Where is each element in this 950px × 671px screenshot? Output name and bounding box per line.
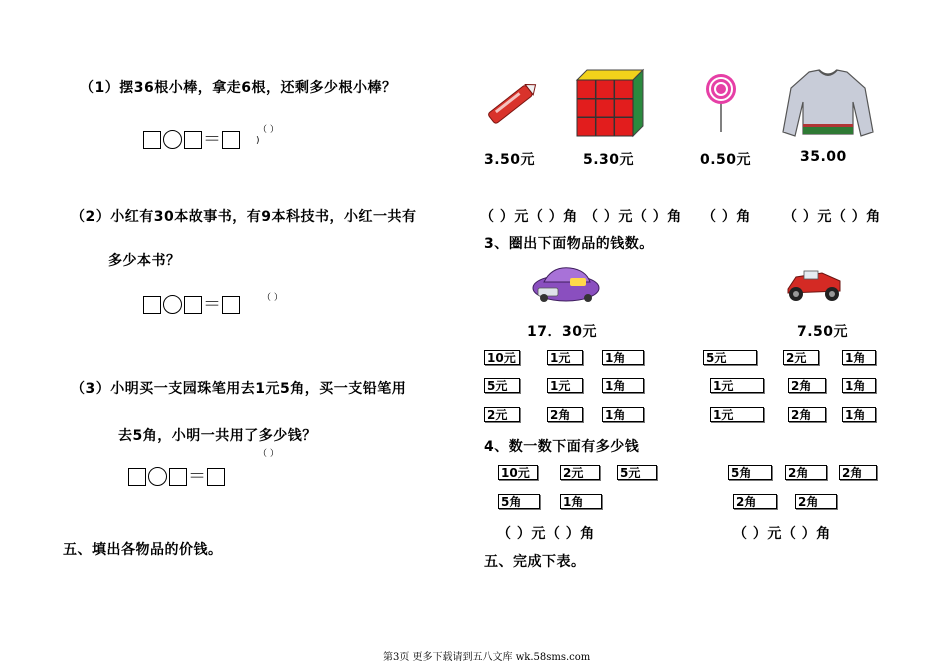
count-box: 5角 xyxy=(498,494,540,509)
money-box[interactable]: 1元 xyxy=(710,407,764,422)
answer-box[interactable] xyxy=(184,131,202,149)
answer-box[interactable] xyxy=(143,296,161,314)
operator-circle[interactable] xyxy=(148,467,167,486)
money-box[interactable]: 1角 xyxy=(602,407,644,422)
answer-box[interactable] xyxy=(128,468,146,486)
answer-box[interactable] xyxy=(143,131,161,149)
equals-sign: ＝ xyxy=(203,128,221,150)
count-box: 1角 xyxy=(560,494,602,509)
toy-price-1: 17．30元 xyxy=(527,324,597,340)
unit-paren: （ ） xyxy=(258,449,279,459)
equals-sign: ＝ xyxy=(188,465,206,487)
item-price-4: 35.00 xyxy=(800,149,847,165)
money-box[interactable]: 1元 xyxy=(547,378,583,393)
answer-box[interactable] xyxy=(222,131,240,149)
unit-paren: （ ） xyxy=(258,125,279,135)
money-box[interactable]: 1角 xyxy=(842,378,876,393)
question-1: （1）摆36根小棒，拿走6根，还剩多少根小棒？ xyxy=(80,80,397,96)
count-box: 2角 xyxy=(733,494,777,509)
count-answer-right[interactable]: （ ）元（ ）角 xyxy=(733,526,831,542)
operator-circle[interactable] xyxy=(163,130,182,149)
count-box: 2角 xyxy=(795,494,837,509)
item-blank-2[interactable]: （ ）元（ ）角 xyxy=(584,209,682,225)
count-answer-left[interactable]: （ ）元（ ）角 xyxy=(497,526,595,542)
answer-box[interactable] xyxy=(207,468,225,486)
count-box: 2元 xyxy=(560,465,600,480)
money-box[interactable]: 2元 xyxy=(484,407,520,422)
money-box[interactable]: 2角 xyxy=(547,407,583,422)
unit-paren-close: ) xyxy=(256,136,260,146)
money-box[interactable]: 1角 xyxy=(602,378,644,393)
section-5-right-heading: 五、完成下表。 xyxy=(484,554,586,570)
money-box[interactable]: 10元 xyxy=(484,350,520,365)
money-box[interactable]: 5元 xyxy=(703,350,757,365)
section-3-heading: 3、圈出下面物品的钱数。 xyxy=(484,236,654,252)
money-box[interactable]: 1元 xyxy=(710,378,764,393)
money-box[interactable]: 1角 xyxy=(842,350,876,365)
section-5-left-heading: 五、填出各物品的价钱。 xyxy=(63,542,223,558)
count-box: 5角 xyxy=(728,465,772,480)
sweater-icon xyxy=(781,68,875,140)
count-box: 2角 xyxy=(785,465,827,480)
money-box[interactable]: 2元 xyxy=(783,350,819,365)
answer-box[interactable] xyxy=(222,296,240,314)
toy-price-2: 7.50元 xyxy=(797,324,849,340)
money-box[interactable]: 1角 xyxy=(842,407,876,422)
unit-paren: （ ） xyxy=(262,293,283,303)
answer-box[interactable] xyxy=(169,468,187,486)
item-price-1: 3.50元 xyxy=(484,152,536,168)
equation-1 xyxy=(143,130,240,149)
section-4-heading: 4、数一数下面有多少钱 xyxy=(484,439,640,455)
equation-2 xyxy=(143,295,240,314)
toy-car-icon xyxy=(530,262,602,304)
item-blank-3[interactable]: （ ）角 xyxy=(702,209,751,225)
lollipop-icon xyxy=(703,72,739,134)
money-box[interactable]: 5元 xyxy=(484,378,520,393)
operator-circle[interactable] xyxy=(163,295,182,314)
crayon-icon xyxy=(482,76,544,130)
money-box[interactable]: 1角 xyxy=(602,350,644,365)
money-box[interactable]: 2角 xyxy=(788,407,826,422)
equation-3 xyxy=(128,467,225,486)
answer-box[interactable] xyxy=(184,296,202,314)
item-blank-1[interactable]: （ ）元（ ）角 xyxy=(480,209,578,225)
page-footer: 第3页 更多下载请到五八文库 wk.58sms.com xyxy=(383,652,591,663)
money-box[interactable]: 1元 xyxy=(547,350,583,365)
item-price-2: 5.30元 xyxy=(583,152,635,168)
count-box: 5元 xyxy=(617,465,657,480)
question-3-line2: 去5角，小明一共用了多少钱？ xyxy=(118,428,317,444)
rubiks-cube-icon xyxy=(575,68,645,138)
item-blank-4[interactable]: （ ）元（ ）角 xyxy=(783,209,881,225)
race-car-icon xyxy=(782,263,846,305)
count-box: 2角 xyxy=(839,465,877,480)
money-box[interactable]: 2角 xyxy=(788,378,826,393)
question-2-line2: 多少本书？ xyxy=(108,253,181,269)
item-price-3: 0.50元 xyxy=(700,152,752,168)
question-2-line1: （2）小红有30本故事书，有9本科技书，小红一共有 xyxy=(71,209,417,225)
equals-sign: ＝ xyxy=(203,293,221,315)
count-box: 10元 xyxy=(498,465,538,480)
question-3-line1: （3）小明买一支园珠笔用去1元5角，买一支铅笔用 xyxy=(71,381,407,397)
